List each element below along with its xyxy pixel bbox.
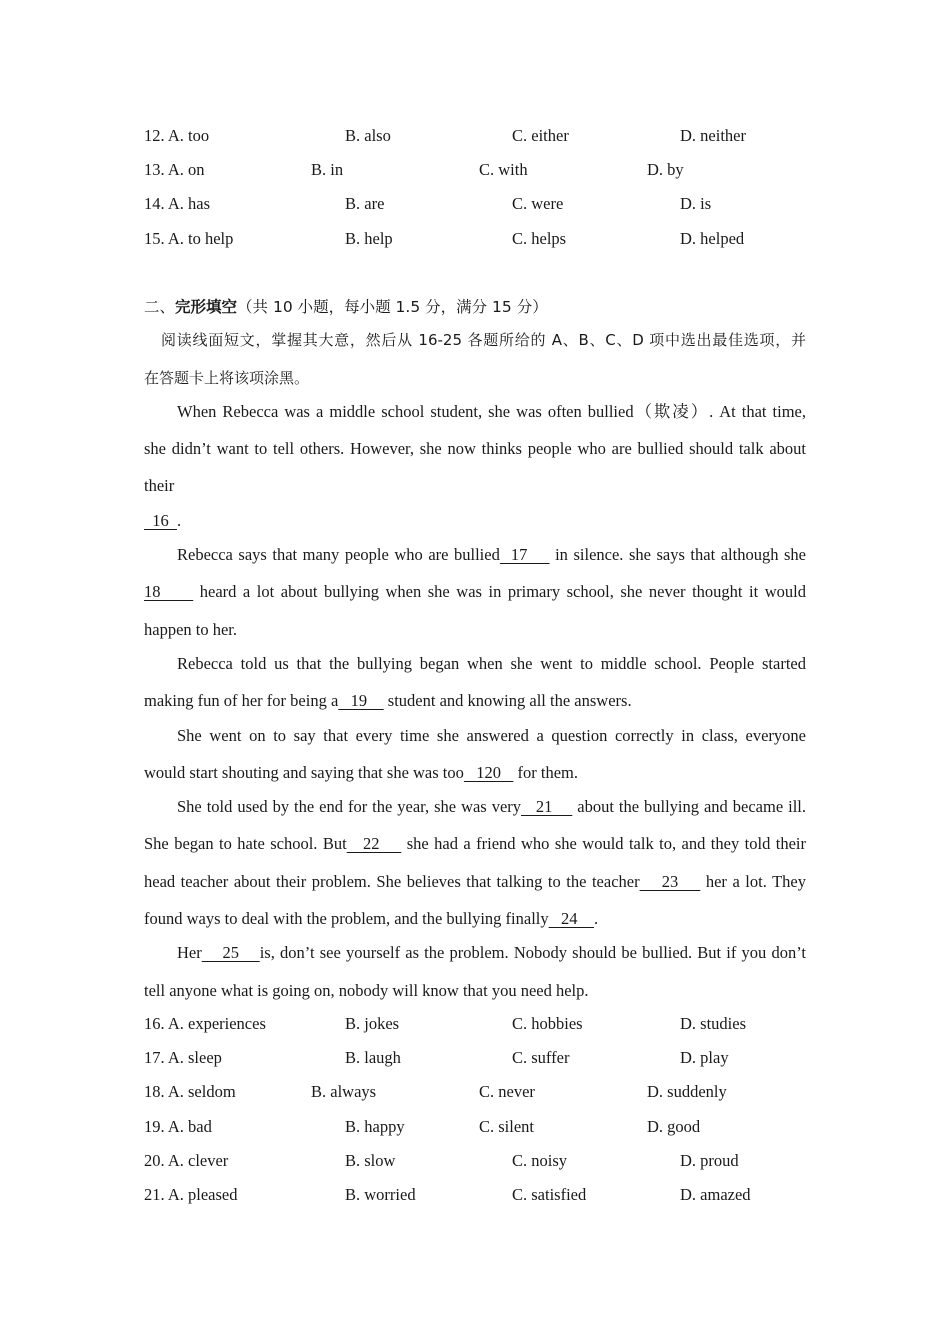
passage-p5-line-4: [144, 908, 806, 930]
option-b: B. jokes: [345, 1014, 400, 1033]
option-c: C. silent: [479, 1117, 535, 1136]
option-b: B. are: [345, 194, 385, 213]
option-a: 18. A. seldom: [144, 1082, 236, 1101]
option-d: D. amazed: [680, 1185, 751, 1204]
passage-p2-line-2: [144, 581, 806, 603]
option-a: 20. A. clever: [144, 1151, 229, 1170]
text-segment: She told used by the end for the year, she was very: [177, 797, 522, 816]
period: .: [177, 511, 182, 530]
text-segment: Rebecca says that many people who are bullied: [177, 545, 500, 564]
instructions-line-1: 阅读线面短文，掌握其大意，然后从 16-25 各题所给的 A、B、C、D 项中选出最佳选项，并: [161, 331, 806, 349]
passage-p5-line-2: [144, 833, 806, 855]
text-segment: about the bullying and became ill.: [572, 797, 806, 816]
option-b: B. in: [311, 160, 344, 179]
blank-23: 23: [639, 872, 701, 891]
option-c: C. satisfied: [512, 1185, 587, 1204]
passage-p5-line-3: [144, 871, 806, 893]
blank-18: 18: [144, 582, 194, 601]
option-d: D. play: [680, 1048, 729, 1067]
option-a: 19. A. bad: [144, 1117, 212, 1136]
option-d: D. neither: [680, 126, 746, 145]
passage-p1-line-4: [144, 510, 806, 532]
option-a: 15. A. to help: [144, 229, 234, 248]
text-segment: student and knowing all the answers.: [383, 691, 632, 710]
option-d: D. helped: [680, 229, 745, 248]
text-segment: her a lot. They: [700, 872, 806, 891]
option-b: B. slow: [345, 1151, 396, 1170]
passage-p3-line-2: [144, 690, 806, 712]
option-b: B. also: [345, 126, 391, 145]
option-d: D. studies: [680, 1014, 746, 1033]
blank-21: 21: [521, 797, 573, 816]
passage-p4-line-2: [144, 762, 806, 784]
option-c: C. helps: [512, 229, 567, 248]
passage-p2-line-1: [144, 544, 806, 566]
text-segment: She began to hate school. But: [144, 834, 347, 853]
blank-20: 120: [463, 763, 514, 782]
period: .: [594, 909, 599, 928]
option-d: D. is: [680, 194, 712, 213]
option-c: C. either: [512, 126, 569, 145]
section-title: 完形填空: [175, 298, 238, 316]
option-b: B. laugh: [345, 1048, 401, 1067]
text-segment: is, don’t see yourself as the problem. Nobody should be bullied. But if you don’t: [259, 943, 807, 962]
option-c: C. noisy: [512, 1151, 568, 1170]
option-b: B. help: [345, 229, 393, 248]
blank-25: 25: [201, 943, 260, 962]
option-a: 13. A. on: [144, 160, 205, 179]
option-b: B. happy: [345, 1117, 405, 1136]
blank-16: 16: [144, 511, 177, 530]
text-segment: for them.: [513, 763, 578, 782]
blank-22: 22: [346, 834, 402, 853]
passage-p3-line-1: Rebecca told us that the bullying began when she went to middle school. People started: [177, 654, 806, 673]
option-c: C. with: [479, 160, 528, 179]
option-d: D. by: [647, 160, 684, 179]
passage-p6-line-2: tell anyone what is going on, nobody will know that you need help.: [144, 981, 589, 1000]
text-segment: making fun of her for being a: [144, 691, 339, 710]
option-a: 12. A. too: [144, 126, 210, 145]
option-c: C. hobbies: [512, 1014, 583, 1033]
section-heading: [144, 296, 806, 318]
text-segment: she had a friend who she would talk to, and they told their: [401, 834, 806, 853]
passage-p4-line-1: She went on to say that every time she answered a question correctly in class, everyone: [177, 726, 806, 745]
option-c: C. never: [479, 1082, 535, 1101]
passage-p6-line-1: [144, 942, 806, 964]
text-segment: Her: [177, 943, 202, 962]
text-segment: in silence. she says that although she: [549, 545, 806, 564]
passage-p1-line-1: When Rebecca was a middle school student, she was often bullied（欺凌）. At that time,: [177, 402, 806, 421]
text-segment: heard a lot about bullying when she was in primary school, she never thought it would: [193, 582, 807, 601]
option-a: 14. A. has: [144, 194, 210, 213]
blank-19: 19: [338, 691, 384, 710]
option-a: 21. A. pleased: [144, 1185, 238, 1204]
section-note: （共 10 小题，每小题 1.5 分，满分 15 分）: [237, 298, 548, 316]
option-b: B. worried: [345, 1185, 416, 1204]
option-b: B. always: [311, 1082, 377, 1101]
option-d: D. suddenly: [647, 1082, 727, 1101]
section-prefix: 二、: [144, 298, 176, 316]
option-a: 17. A. sleep: [144, 1048, 222, 1067]
option-c: C. suffer: [512, 1048, 570, 1067]
passage-p2-line-3: happen to her.: [144, 620, 238, 639]
option-c: C. were: [512, 194, 564, 213]
passage-p1-line-3: their: [144, 476, 175, 495]
blank-17: 17: [499, 545, 550, 564]
blank-24: 24: [548, 909, 595, 928]
option-a: 16. A. experiences: [144, 1014, 266, 1033]
text-segment: would start shouting and saying that she was too: [144, 763, 464, 782]
text-segment: found ways to deal with the problem, and the bullying finally: [144, 909, 549, 928]
passage-p1-line-2: she didn’t want to tell others. However, she now thinks people who are bullied should talk about: [144, 439, 806, 458]
text-segment: head teacher about their problem. She believes that talking to the teacher: [144, 872, 640, 891]
option-d: D. good: [647, 1117, 701, 1136]
option-d: D. proud: [680, 1151, 739, 1170]
passage-p5-line-1: [144, 796, 806, 818]
instructions-line-2: 在答题卡上将该项涂黑。: [144, 369, 310, 387]
